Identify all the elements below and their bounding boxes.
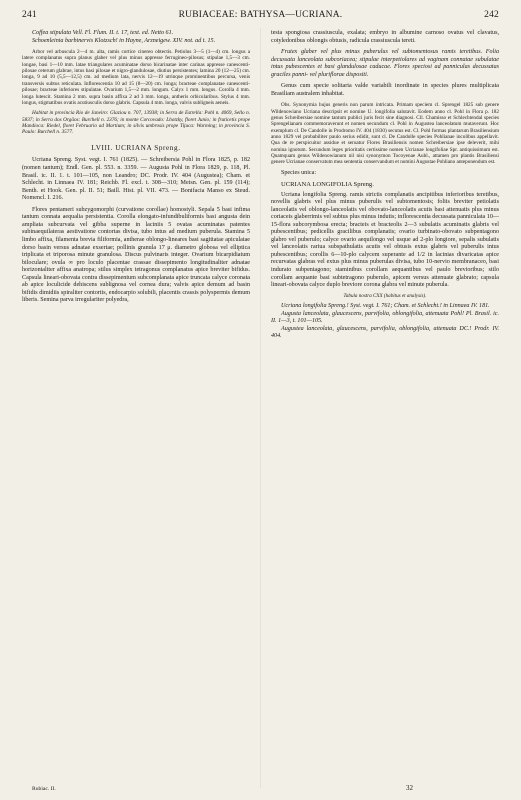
- species-synonym-3: Augustea lanceolata, glaucescens, parvifolia, oblongifolia, attenuata DC.! Prodr. IV. 404.: [271, 325, 499, 340]
- genus-description: Flores pentameri subzygomorphi (curvatione corollae) homostyli. Sepala 5 basi infima tantum connata aequalia persistentia. Corolla elongato-infundibuliformis basi angusta dein ampliata subcurvata vel gibba superne in laciniis 5 ovatas acuminatas patentes subinaequilateras aestivatione contortas divisa, tubo intus ad medium puberula. Stamina 5 limbo affixa, filamenta brevia filiformia, antherae oblongo-lineares basi sagittatae apiculatae dorso basin versus adnatae exsertae; pollinis granula 17 μ. diametro globosa vel elliptica triplicata et triporosa minute granulosa. Discus pulvinaris integer. Ovarium bicarpidiatum biloculare; ovula ∞ pro loculo placentae crassae dissepimento longitudinaliter adnatae horizontaliter affixa anatropa; stilus simplex tetragonus complanatus apice breviter bifidus. Capsula lineari-obovata contra dissepimentum subcomplanata apice truncata calyce coronata ab apice loculicide dehiscens sublignosa vel cornea dura; valvis apice demum ad basin bifidis dimidiis spiraliter contortis, endocarpio solubili, placentis crassis polyspermis demum liberis. Semina parva irregulariter polyedra,: [22, 206, 250, 304]
- habitat-paragraph: Habitat in provincia Rio de Janeiro: Glaziou n. 707, 13938; in Serra de Estrella: Pohl n. 4069, Sello n. 5837; in Serra dos Orgãos: Burchell n. 2376; in monte Corcovado: Lhotzky, floret Junio; in fruticetis prope Mandioca: Riedel, floret Februario ad Martium; in silvis umbrosis prope Tijuca: Warming; in provincia S. Paulo: Burchell n. 3577.: [22, 110, 250, 136]
- signature-mark-right: 32: [406, 784, 413, 792]
- page-number-left: 241: [22, 10, 37, 20]
- running-title: RUBIACEAE: BATHYSA—UCRIANA.: [178, 10, 343, 20]
- column-divider: [260, 28, 261, 788]
- plate-reference: Tabula nostra CXX (habitus et analysis).: [343, 292, 427, 299]
- observation-note: Obs. Synonymia hujus generis non parum intricata. Primam speciem cl. Sprengel 1825 sub genere Wildenowiano Ucriana descripsit et nomine U. longifolia salutavit. Eodem anno cl. Pohl in Flora p. 182 genus Schreibersiae nomine tantum publici juris fecit sine diagnosi. Cll. Chamisso et Schlechtendal species Sprengelianam commemoraverunt et nomen secundum cl. Pohl in Augustea lanceolatum mutaverunt. Hoc exemplum cl. De Candolle in Prodromo IV. 404 (1830) secutus est. Cl. Pohl formas plantarum Brasiliensium anno 1829 vel probabiliter paulo serius edidit, sunt cl. De Candolle species Pohlianae incolibus appellavit. Qua de re perspicuitur assidue et seruatur Flores Brasiliensis nomen Schreibersiae ipse deleverit, mihi nomina ignotum. Secundum leges prioritatis certissime nomen Ucrianae longifoliae Spr. antiquissimum est. Quamquam genus Wildenowianum nil nisi synonymon Tocoyenae Aubl., attamen pro plantis Brasiliensi genere Ucrianae conservatum mea sententia conservandum et nomini Augustae Pohliano anteponendum est.: [271, 102, 499, 166]
- page-number-right: 242: [484, 10, 499, 20]
- genus-heading: LVIII. UCRIANA Spreng.: [91, 143, 181, 152]
- species-diagnosis: Ucriana longifolia Spreng. ramis strictis complanatis ancipitibus inferioribus teretibus, novellis glabris vel plus minus puberulis vel subtomentosis; foliis breviter petiolatis lanceolatis vel oblongo-lanceolatis vel obovato-lanceolatis acutis basi attenuatis plus minus coriaceis glaberrimis vel subtus plus minus indutis; inflorescentia decussata panniculata 10—15-flora subcorymbosa erecta; bracteis et bracteolis 2—3 subulatis acuminatis glabris vel pubescentibus; pedicellis gracilibus complanatis; ovario turbinato-obovato subpentagono glabro vel puberulo; calyce ovario aequilongo vel usque ad 2-plo longiore, sepalis subulatis vel lanceolatis rariua subspathulatis acutis vel obtusis extus glabris vel puberulis intus pubescentibus; corollis 6—10-plo calycem superante ad 1/2 in lacinias divaricatas apice recurvatas glabras vel extus plus minus puberulas divisa, tubo 10-nervio membranaceo, basi indurato subpentagono; staminibus corollam aequantibus vel paulo brevioribus; stilo corollam aequante basi subtetragono puberulo, apicem versus attenuate glabrato; capsula lineari-obovata calyce duplo breviore corona glabra vel minute puberula.: [271, 191, 499, 289]
- habit-description: Frutex glaber vel plus minus puberulus vel subtomentosus ramis teretibus. Folia decussata lanceolata subcoriacea; stipulae interpetiolares ad vaginam connatae subulatae intus pubescentes et basi glandulosae caducae. Flores speciosi ad panniculas decussatas graciles panni- vel pluriflorae dispositi.: [271, 49, 499, 78]
- species-description: Arbor vel arbuscula 2—4 m. alta, ramis cortice cinereo obtectis. Petiolus 3—5 (1—4) cm. longus a latere complanatus supra planus glaber vel plus minus appresse ferrugineo-pilosus; stipulae 1,5—3 cm. longae, basi 1—10 mm. latae triangulares acuminatae dorso bicarinatae inter carinas appresse canescenti-pilosae ceterum glabrae, intus basi pilosae et nigro-glandulosae, diutius persistentes; lamina 20 (12—25) cm. longa, 9 ad 10 (5,5—12,5) cm. ad medium lata, nervis 12—19 utrinque prominentibus percursa, venis transversis subtus reticulata. Inflorescentia 10 ad 15 (8—20) cm. longa; bracteae complanatae canescenti-pilosae; bracteae inferiores stipulatae. Ovarium 1,5—2 mm. longum. Calyx 1 mm. longus. Corolla 4 mm. longa lutescit. Stamina 2 mm. supra basin affixa 2 ad 3 mm. longa, antheris orbicularibus. Stylus 4 mm. longus, stigmatibus ovatis acutiusculis dorso glabris. Capsula 4 mm. longa, valvis subligneis aeneis.: [22, 49, 250, 106]
- genus-distribution: Genus cum specie solitaria valde variabili inordinate in species plures multiplicata Brasiliam australem inhabitat.: [271, 83, 499, 97]
- synonym-line-1: Coffea stipulata Vell. Fl. Flum. II. t. 17, text. ed. Netto 61.: [32, 30, 174, 36]
- left-column: [22, 30, 250, 305]
- right-column: [271, 30, 499, 341]
- seed-description: testa spongiosa crassiuscula, exalata; embryo in albumine carnoso ovatus vel clavatus, cotyledonibus oblongis obtusis, radicula crassiuscula tereti.: [271, 30, 499, 44]
- signature-mark-left: Rubiac. II.: [32, 786, 56, 792]
- page-header: [22, 10, 499, 26]
- species-heading: UCRIANA LONGIFOLIA Spreng.: [281, 181, 374, 189]
- synonym-line-2: Schoenleinia barbinervis Klotzsch! in Hayne, Arzneigew. XIV. not. ad t. 15.: [32, 37, 216, 44]
- species-unica-label: Species unica:: [281, 169, 317, 176]
- genus-synonymy: Ucriana Spreng. Syst. vegt. I. 761 (1825). — Schreibersia Pohl in Flora 1825, p. 182 (nomen tantum); Endl. Gen. pl. 553. n. 3359. — Augusta Pohl in Flora 1829, p. 118, Pl. Brasil. ic. II. 1. t. 101—105, non Leandro; DC. Prodr. IV. 404 (Augustea); Cham. et Schlecht. in Linnaea IV. 181; Reichb. Fl. excl. t. 308—310; Meisn. Gen. pl. 159 (114); Benth. et Hook. Gen. pl. II. 51; Baill. Hist. pl. VII. 473. — Bonifacia Manso ex Steud. Nomencl. I. 216.: [22, 157, 250, 202]
- species-synonym-1: Ucriana longifolia Spreng.! Syst. vegt. I. 761; Cham. et Schlecht.! in Linnaea IV. 181.: [281, 302, 490, 309]
- species-synonym-2: Augusta lanceolata, glaucescens, parvifolia, oblongifolia, attenuata Pohl! Pl. Brasil. ic. II. 1—3, t. 101—105.: [271, 310, 499, 325]
